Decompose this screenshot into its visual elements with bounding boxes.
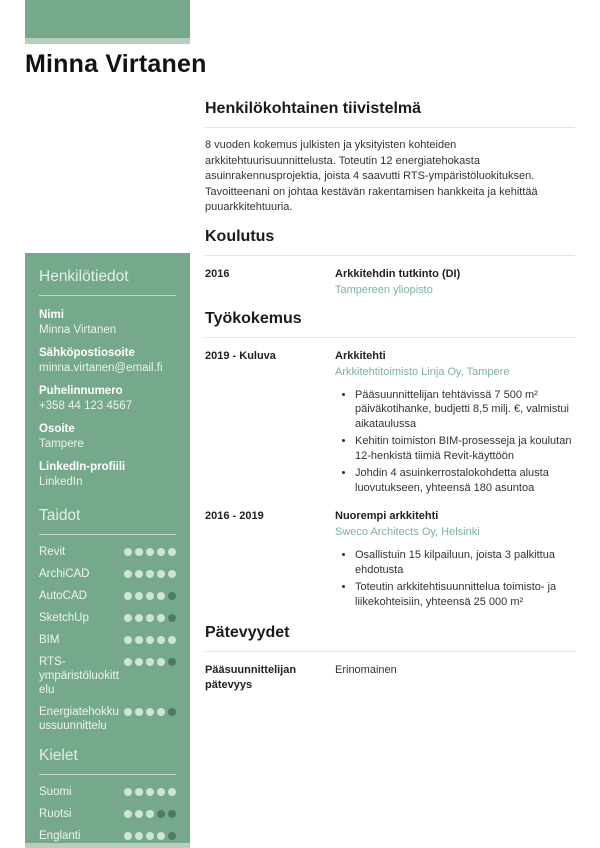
level-dot bbox=[168, 548, 176, 556]
experience-bullets bbox=[335, 388, 575, 499]
experience-section bbox=[205, 310, 575, 613]
level-dot bbox=[146, 636, 154, 644]
skill-row bbox=[39, 705, 176, 733]
sidebar-section-languages bbox=[39, 747, 176, 843]
skill-level-dots bbox=[124, 611, 176, 622]
experience-bullets bbox=[335, 548, 575, 612]
qualification-value: Erinomainen bbox=[335, 664, 397, 676]
qualification-row bbox=[205, 663, 575, 692]
header-accent-main bbox=[25, 0, 190, 38]
skill-level-dots bbox=[124, 589, 176, 600]
level-dot bbox=[157, 592, 165, 600]
skill-row bbox=[39, 633, 176, 647]
experience-list bbox=[205, 349, 575, 613]
level-dot bbox=[135, 810, 143, 818]
experience-bullet: • Toteutin arkkitehtisuunnittelua toimisto- ja liikekohteisiin, yhteensä 25 000 m² bbox=[355, 580, 575, 609]
personal-field-value: Minna Virtanen bbox=[39, 324, 117, 336]
experience-bullet: • Johdin 4 asuinkerrostalokohdetta alusta luovutukseen, yhteensä 180 asuntoa bbox=[355, 466, 575, 495]
level-dot bbox=[124, 548, 132, 556]
personal-field-label: Osoite bbox=[39, 423, 75, 435]
language-row bbox=[39, 807, 176, 821]
personal-field bbox=[39, 460, 176, 493]
level-dot bbox=[168, 708, 176, 716]
level-dot bbox=[168, 788, 176, 796]
level-dot bbox=[124, 570, 132, 578]
level-dot bbox=[124, 658, 132, 666]
level-dot bbox=[157, 570, 165, 578]
skill-label: RTS-ympäristöluokittelu bbox=[39, 656, 119, 696]
level-dot bbox=[157, 548, 165, 556]
level-dot bbox=[124, 788, 132, 796]
skill-label: Energiatehokkuussuunnittelu bbox=[39, 706, 119, 732]
level-dot bbox=[146, 570, 154, 578]
level-dot bbox=[146, 708, 154, 716]
level-dot bbox=[124, 592, 132, 600]
skill-label: ArchiCAD bbox=[39, 568, 90, 580]
personal-field-value: +358 44 123 4567 bbox=[39, 400, 133, 412]
level-dot bbox=[157, 708, 165, 716]
level-dot bbox=[168, 636, 176, 644]
level-dot bbox=[124, 636, 132, 644]
level-dot bbox=[168, 592, 176, 600]
education-title: Koulutus bbox=[205, 228, 575, 256]
experience-bullet: • Kehitin toimiston BIM-prosesseja ja koulutan 12-henkistä tiimiä Revit-käyttöön bbox=[355, 434, 575, 463]
personal-field-label: Puhelinnumero bbox=[39, 385, 123, 397]
experience-role: Nuorempi arkkitehti bbox=[335, 510, 439, 522]
personal-field bbox=[39, 422, 176, 455]
level-dot bbox=[135, 548, 143, 556]
level-dot bbox=[146, 592, 154, 600]
personal-fields-list bbox=[39, 308, 176, 493]
skill-level-dots bbox=[124, 545, 176, 556]
sidebar bbox=[25, 253, 190, 848]
skill-label: AutoCAD bbox=[39, 590, 87, 602]
level-dot bbox=[168, 570, 176, 578]
experience-period: 2019 - Kuluva bbox=[205, 349, 276, 362]
skill-level-dots bbox=[124, 705, 176, 716]
level-dot bbox=[157, 614, 165, 622]
experience-entry bbox=[205, 509, 575, 612]
experience-entry bbox=[205, 349, 575, 499]
skill-row bbox=[39, 589, 176, 603]
personal-field bbox=[39, 308, 176, 341]
summary-section bbox=[205, 100, 575, 216]
personal-field-value: minna.virtanen@email.fi bbox=[39, 362, 163, 374]
sidebar-section-skills bbox=[39, 507, 176, 733]
level-dot bbox=[168, 658, 176, 666]
level-dot bbox=[135, 614, 143, 622]
experience-bullet: • Osallistuin 15 kilpailuun, joista 3 palkittua ehdotusta bbox=[355, 548, 575, 577]
page-title: Minna Virtanen bbox=[25, 50, 207, 78]
level-dot bbox=[135, 788, 143, 796]
level-dot bbox=[157, 658, 165, 666]
qualification-label: Pääsuunnittelijan pätevyys bbox=[205, 664, 297, 691]
skill-level-dots bbox=[124, 633, 176, 644]
header-accent-block bbox=[25, 0, 190, 44]
level-dot bbox=[168, 614, 176, 622]
summary-title: Henkilökohtainen tiivistelmä bbox=[205, 100, 575, 128]
level-dot bbox=[124, 708, 132, 716]
level-dot bbox=[124, 810, 132, 818]
language-row bbox=[39, 785, 176, 799]
skill-row bbox=[39, 545, 176, 559]
level-dot bbox=[157, 636, 165, 644]
qualifications-section bbox=[205, 624, 575, 692]
languages-section-title: Kielet bbox=[39, 747, 176, 775]
education-entry bbox=[205, 267, 575, 298]
personal-field-label: Nimi bbox=[39, 309, 64, 321]
languages-list bbox=[39, 785, 176, 843]
qualifications-title: Pätevyydet bbox=[205, 624, 575, 652]
main-content bbox=[205, 100, 575, 704]
skill-level-dots bbox=[124, 655, 176, 666]
level-dot bbox=[124, 614, 132, 622]
experience-title: Työkokemus bbox=[205, 310, 575, 338]
education-section bbox=[205, 228, 575, 298]
level-dot bbox=[168, 810, 176, 818]
personal-section-title: Henkilötiedot bbox=[39, 268, 176, 296]
level-dot bbox=[124, 832, 132, 840]
qualifications-list bbox=[205, 663, 575, 692]
education-period: 2016 bbox=[205, 267, 230, 280]
language-level-dots bbox=[124, 807, 176, 818]
header-accent-strip bbox=[25, 38, 190, 44]
personal-field bbox=[39, 346, 176, 379]
level-dot bbox=[135, 636, 143, 644]
language-level-dots bbox=[124, 785, 176, 796]
language-label: Suomi bbox=[39, 786, 72, 798]
language-row bbox=[39, 829, 176, 843]
education-institution: Tampereen yliopisto bbox=[335, 283, 433, 296]
skills-section-title: Taidot bbox=[39, 507, 176, 535]
level-dot bbox=[146, 810, 154, 818]
skill-label: SketchUp bbox=[39, 612, 89, 624]
level-dot bbox=[146, 832, 154, 840]
level-dot bbox=[146, 614, 154, 622]
language-level-dots bbox=[124, 829, 176, 840]
level-dot bbox=[146, 548, 154, 556]
language-label: Englanti bbox=[39, 830, 81, 842]
sidebar-bottom-strip bbox=[25, 843, 190, 848]
experience-bullet: • Pääsuunnittelijan tehtävissä 7 500 m² päiväkotihanke, budjetti 8,5 milj. €, valmistui aikataulussa bbox=[355, 388, 575, 432]
personal-field-label: Sähköpostiosoite bbox=[39, 347, 135, 359]
level-dot bbox=[135, 832, 143, 840]
sidebar-section-personal bbox=[39, 268, 176, 493]
level-dot bbox=[168, 832, 176, 840]
experience-company: Sweco Architects Oy, Helsinki bbox=[335, 526, 480, 538]
level-dot bbox=[146, 788, 154, 796]
level-dot bbox=[146, 658, 154, 666]
level-dot bbox=[157, 788, 165, 796]
personal-field-label: LinkedIn-profiili bbox=[39, 461, 126, 473]
level-dot bbox=[135, 708, 143, 716]
skill-level-dots bbox=[124, 567, 176, 578]
personal-field-value: LinkedIn bbox=[39, 476, 83, 488]
summary-text: 8 vuoden kokemus julkisten ja yksityisten kohteiden arkkitehtuurisuunnittelusta. Toteutin 12 energiatehokasta asuinrakennusprojektia, joista 4 saavutti RTS-ympäristöluokituksen. Tavoitteenani on johtaa kestävän rakentamisen hankkeita ja kehittää puuarkkitehtuuria. bbox=[205, 139, 538, 213]
experience-role: Arkkitehti bbox=[335, 349, 386, 362]
education-degree: Arkkitehdin tutkinto (DI) bbox=[335, 267, 461, 280]
language-label: Ruotsi bbox=[39, 808, 72, 820]
experience-company: Arkkitehtitoimisto Linja Oy, Tampere bbox=[335, 365, 510, 378]
skill-row bbox=[39, 567, 176, 581]
skill-row bbox=[39, 655, 176, 697]
level-dot bbox=[157, 832, 165, 840]
personal-field-value: Tampere bbox=[39, 438, 84, 450]
experience-period: 2016 - 2019 bbox=[205, 510, 264, 522]
personal-field bbox=[39, 384, 176, 417]
level-dot bbox=[135, 658, 143, 666]
education-list bbox=[205, 267, 575, 298]
level-dot bbox=[135, 570, 143, 578]
skill-label: Revit bbox=[39, 546, 66, 558]
skills-list bbox=[39, 545, 176, 733]
level-dot bbox=[135, 592, 143, 600]
level-dot bbox=[157, 810, 165, 818]
skill-label: BIM bbox=[39, 634, 60, 646]
skill-row bbox=[39, 611, 176, 625]
